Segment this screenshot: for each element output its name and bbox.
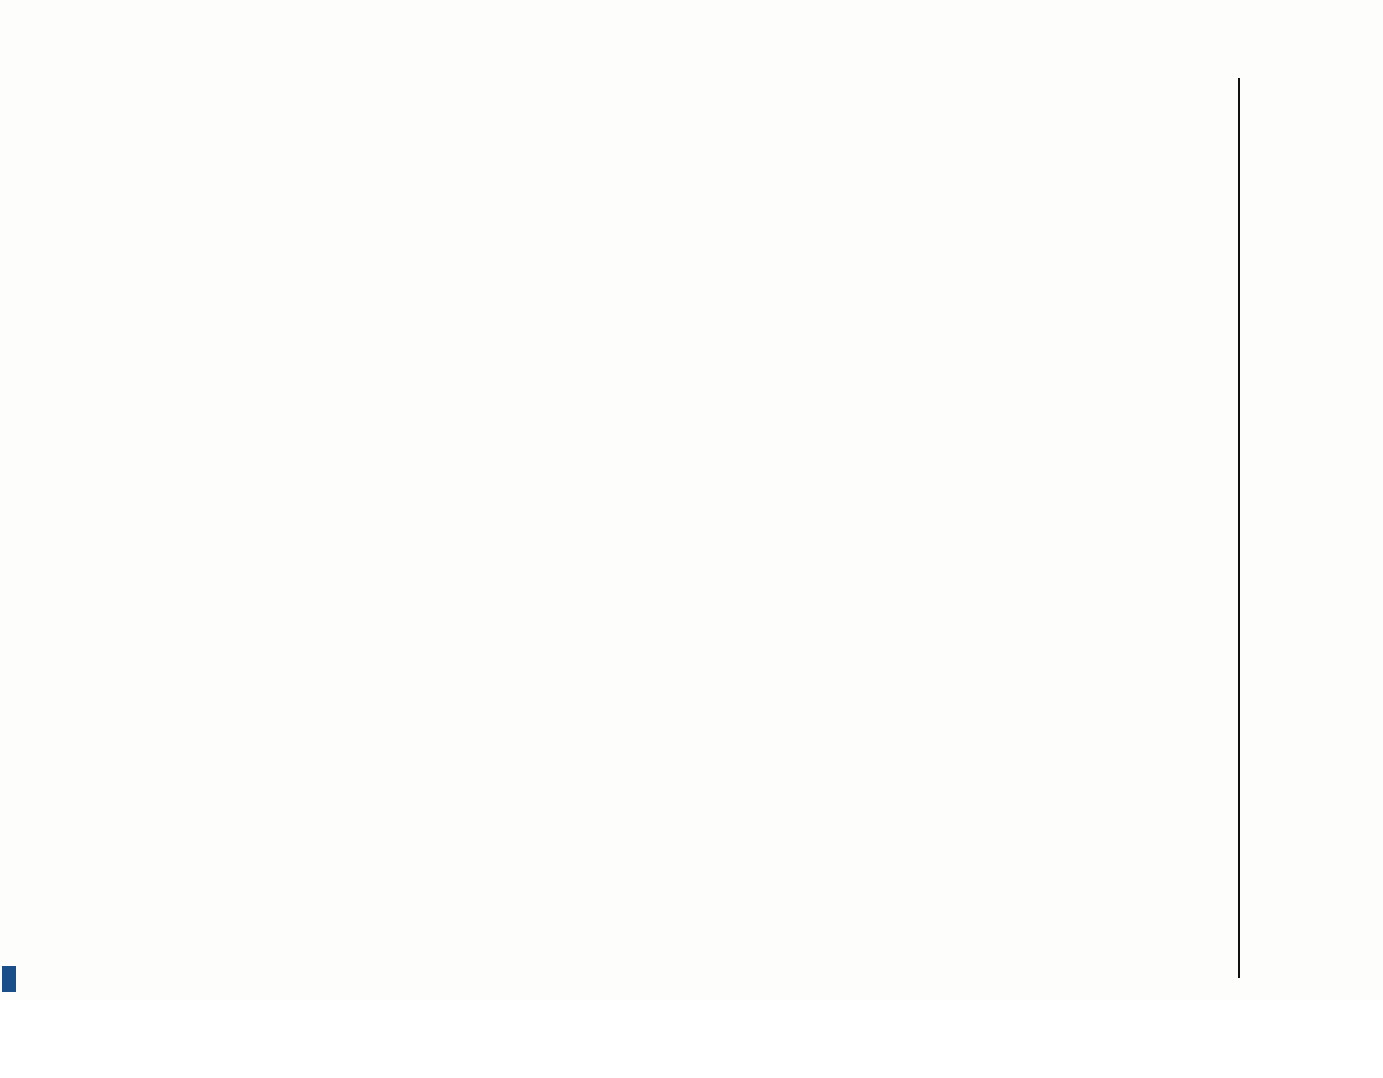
header-rule — [1238, 78, 1240, 978]
dfg-logo — [2, 966, 16, 992]
page-header — [1238, 78, 1278, 1078]
digitization-credit — [4, 605, 18, 990]
